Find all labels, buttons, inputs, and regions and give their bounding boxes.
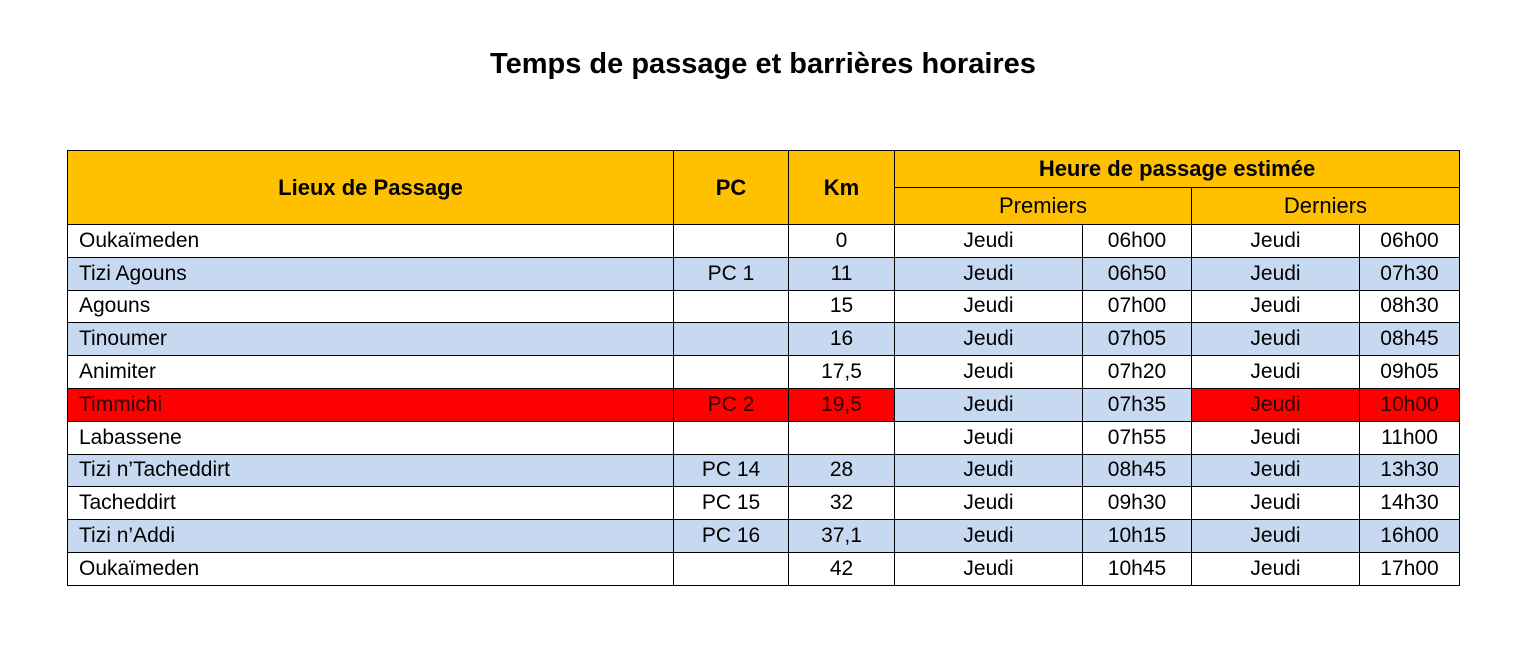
- cell-km: 16: [789, 323, 895, 356]
- table-row: [68, 225, 1460, 258]
- cell-derniers-time: 07h30: [1360, 257, 1460, 290]
- table-body: [68, 225, 1460, 586]
- cell-derniers-time: 11h00: [1360, 421, 1460, 454]
- cell-pc: [674, 290, 789, 323]
- cell-lieu: Oukaïmeden: [68, 552, 674, 585]
- cell-derniers-time: 09h05: [1360, 356, 1460, 389]
- cell-premiers-time: 07h20: [1083, 356, 1192, 389]
- cell-km: 42: [789, 552, 895, 585]
- cell-derniers-day: Jeudi: [1192, 323, 1360, 356]
- cell-km: 11: [789, 257, 895, 290]
- cell-derniers-time: 14h30: [1360, 487, 1460, 520]
- cell-derniers-time: 17h00: [1360, 552, 1460, 585]
- cell-lieu: Tizi n’Tacheddirt: [68, 454, 674, 487]
- cell-lieu: Tinoumer: [68, 323, 674, 356]
- cell-derniers-time: 10h00: [1360, 388, 1460, 421]
- cell-premiers-day: Jeudi: [895, 421, 1083, 454]
- cell-km: 19,5: [789, 388, 895, 421]
- cell-pc: PC 14: [674, 454, 789, 487]
- table-row-barrier: [68, 388, 1460, 421]
- table-row: [68, 454, 1460, 487]
- page-title: Temps de passage et barrières horaires: [490, 48, 1036, 80]
- cell-km: 32: [789, 487, 895, 520]
- cell-premiers-time: 07h35: [1083, 388, 1192, 421]
- cell-premiers-day: Jeudi: [895, 487, 1083, 520]
- cell-pc: PC 16: [674, 520, 789, 553]
- cell-premiers-day: Jeudi: [895, 454, 1083, 487]
- cell-premiers-time: 07h55: [1083, 421, 1192, 454]
- cell-pc: PC 15: [674, 487, 789, 520]
- cell-premiers-time: 09h30: [1083, 487, 1192, 520]
- cell-premiers-time: 06h00: [1083, 225, 1192, 258]
- table-header: [68, 151, 1460, 225]
- cell-derniers-time: 08h45: [1360, 323, 1460, 356]
- cell-premiers-time: 10h45: [1083, 552, 1192, 585]
- cell-premiers-time: 10h15: [1083, 520, 1192, 553]
- cell-premiers-time: 06h50: [1083, 257, 1192, 290]
- cell-pc: [674, 225, 789, 258]
- cell-derniers-time: 13h30: [1360, 454, 1460, 487]
- cell-derniers-day: Jeudi: [1192, 454, 1360, 487]
- cell-pc: [674, 421, 789, 454]
- table-row: [68, 356, 1460, 389]
- table-row: [68, 257, 1460, 290]
- cell-premiers-day: Jeudi: [895, 388, 1083, 421]
- cell-pc: PC 1: [674, 257, 789, 290]
- header-heure-group: Heure de passage estimée: [895, 151, 1460, 188]
- cell-derniers-day: Jeudi: [1192, 225, 1360, 258]
- table-row: [68, 290, 1460, 323]
- cell-premiers-day: Jeudi: [895, 225, 1083, 258]
- cell-premiers-day: Jeudi: [895, 290, 1083, 323]
- table-row: [68, 323, 1460, 356]
- cell-premiers-day: Jeudi: [895, 520, 1083, 553]
- header-pc: PC: [674, 151, 789, 225]
- cell-derniers-time: 06h00: [1360, 225, 1460, 258]
- cell-derniers-day: Jeudi: [1192, 520, 1360, 553]
- cell-lieu: Tacheddirt: [68, 487, 674, 520]
- passage-times-table: [67, 150, 1460, 586]
- cell-pc: PC 2: [674, 388, 789, 421]
- cell-derniers-day: Jeudi: [1192, 487, 1360, 520]
- cell-lieu: Animiter: [68, 356, 674, 389]
- cell-km: 37,1: [789, 520, 895, 553]
- cell-km: [789, 421, 895, 454]
- cell-premiers-day: Jeudi: [895, 552, 1083, 585]
- passage-times-table-container: [67, 150, 1460, 586]
- header-premiers: Premiers: [895, 188, 1192, 225]
- cell-derniers-day: Jeudi: [1192, 356, 1360, 389]
- header-lieux: Lieux de Passage: [68, 151, 674, 225]
- header-row-top: [68, 151, 1460, 188]
- cell-lieu: Labassene: [68, 421, 674, 454]
- cell-km: 0: [789, 225, 895, 258]
- cell-premiers-day: Jeudi: [895, 257, 1083, 290]
- cell-derniers-day: Jeudi: [1192, 257, 1360, 290]
- header-km: Km: [789, 151, 895, 225]
- cell-km: 28: [789, 454, 895, 487]
- cell-premiers-time: 08h45: [1083, 454, 1192, 487]
- cell-lieu: Timmichi: [68, 388, 674, 421]
- table-row: [68, 552, 1460, 585]
- cell-premiers-day: Jeudi: [895, 323, 1083, 356]
- cell-derniers-time: 08h30: [1360, 290, 1460, 323]
- cell-premiers-time: 07h00: [1083, 290, 1192, 323]
- cell-km: 15: [789, 290, 895, 323]
- cell-pc: [674, 323, 789, 356]
- cell-premiers-day: Jeudi: [895, 356, 1083, 389]
- cell-pc: [674, 356, 789, 389]
- table-row: [68, 421, 1460, 454]
- cell-lieu: Oukaïmeden: [68, 225, 674, 258]
- table-row: [68, 520, 1460, 553]
- cell-derniers-day: Jeudi: [1192, 290, 1360, 323]
- cell-lieu: Tizi n’Addi: [68, 520, 674, 553]
- cell-pc: [674, 552, 789, 585]
- header-derniers: Derniers: [1192, 188, 1460, 225]
- cell-derniers-day: Jeudi: [1192, 552, 1360, 585]
- cell-lieu: Tizi Agouns: [68, 257, 674, 290]
- cell-premiers-time: 07h05: [1083, 323, 1192, 356]
- cell-derniers-day: Jeudi: [1192, 421, 1360, 454]
- cell-derniers-day: Jeudi: [1192, 388, 1360, 421]
- cell-lieu: Agouns: [68, 290, 674, 323]
- table-row: [68, 487, 1460, 520]
- cell-km: 17,5: [789, 356, 895, 389]
- cell-derniers-time: 16h00: [1360, 520, 1460, 553]
